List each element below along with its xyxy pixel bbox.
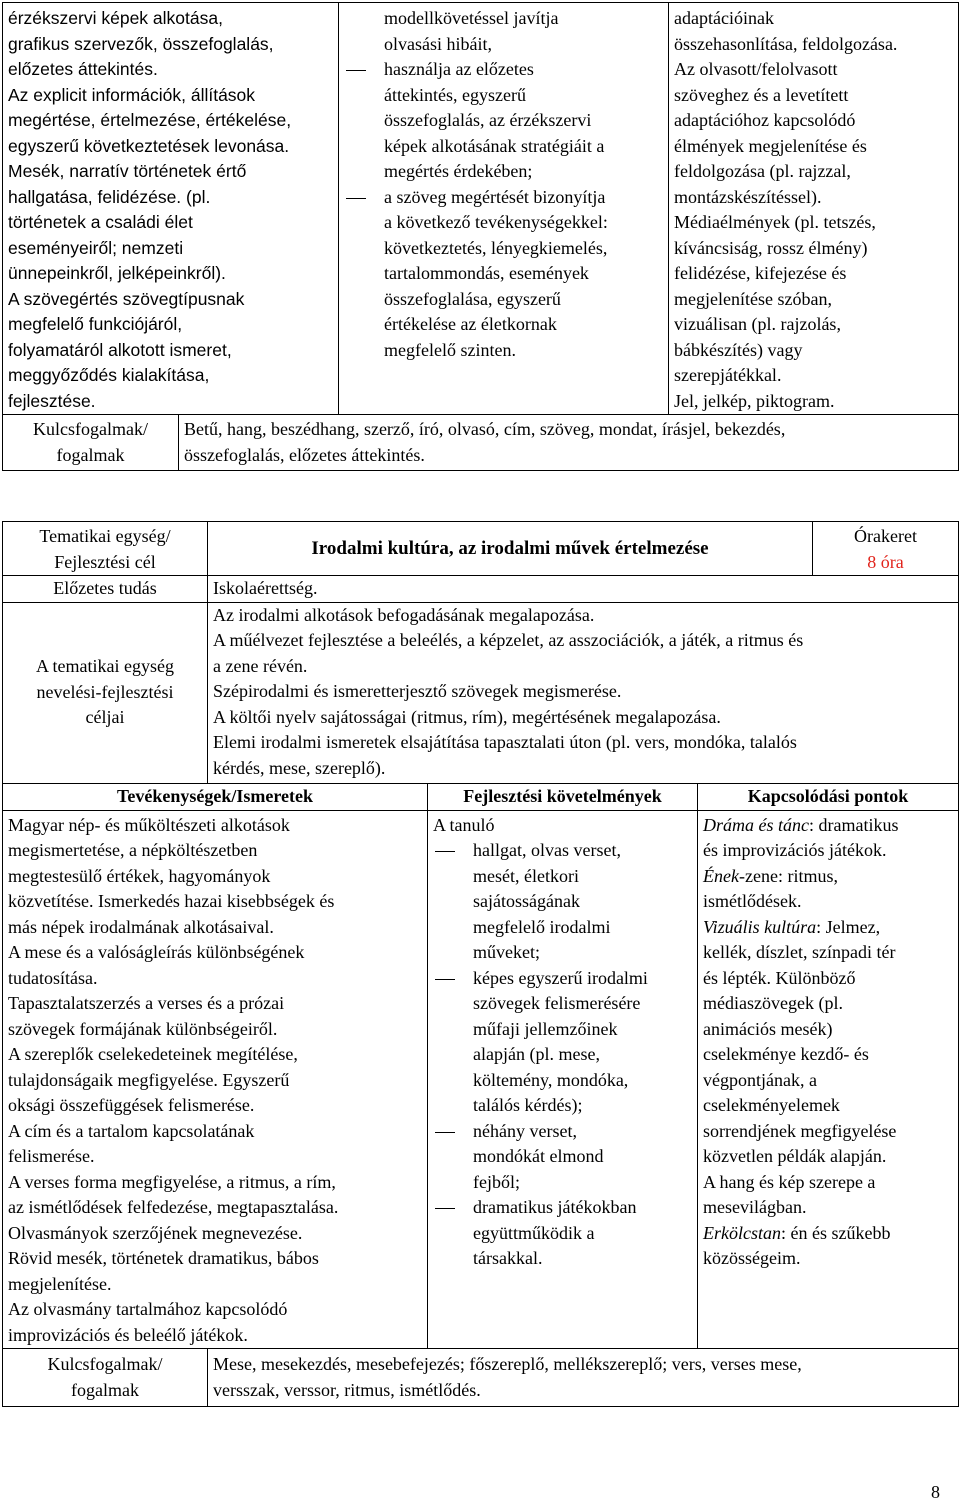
text-line: hallgatása, felidézése. (pl. — [8, 186, 211, 207]
activity-line: közvetítése. Ismerkedés hazai kisebbségek és — [8, 891, 335, 911]
list-item-line: a következő tevékenységekkel: — [384, 212, 608, 232]
hours-cell — [813, 522, 959, 576]
text-line: grafikus szervezők, összefoglalás, — [8, 33, 274, 54]
text-line: olvasási hibáit, — [384, 33, 492, 54]
hours-label: Órakeret — [854, 526, 917, 546]
connection-line — [703, 1093, 953, 1119]
connection-line — [703, 1042, 953, 1068]
label-line: Kulcsfogalmak/ — [33, 419, 148, 439]
continuation-table — [2, 2, 959, 471]
connections-continued-cell — [669, 3, 959, 415]
connection-line — [703, 915, 953, 941]
connection-text: cselekménye kezdő- és — [703, 1044, 869, 1064]
keyword-line: Betű, hang, beszédhang, szerző, író, olvasó, cím, szöveg, mondat, írásjel, bekezdés, — [184, 419, 786, 439]
keywords2-label-cell — [3, 1349, 208, 1407]
text-line: történetek a családi élet — [8, 212, 193, 232]
connection-line — [703, 813, 953, 839]
list-item-line: használja az előzetes — [344, 57, 663, 83]
subject-name: Ének — [703, 865, 739, 886]
column-header-requirements-text: Fejlesztési követelmények — [463, 785, 662, 806]
text-line: érzékszervi képek alkotása, — [8, 8, 223, 28]
activity-line: megismertetése, a népköltészetben — [8, 840, 258, 860]
activity-line: Rövid mesék, történetek dramatikus, bábos — [8, 1248, 319, 1268]
goals-label — [8, 654, 202, 731]
dash-list-item — [433, 1195, 692, 1272]
connection-line — [703, 889, 953, 915]
keywords-cell — [179, 415, 959, 471]
goals-label-cell — [3, 602, 208, 783]
connection-text: sorrendjének megfigyelése — [703, 1120, 897, 1141]
connection-text: animációs mesék) — [703, 1018, 833, 1039]
hours-value: 8 óra — [867, 551, 904, 572]
list-item-line: összefoglalás, az érzékszervi — [384, 110, 592, 130]
requirements-cell — [428, 810, 698, 1349]
connection-text: : dramatikus — [809, 814, 899, 835]
activity-line: tulajdonságaik megfigyelése. Egyszerű — [8, 1069, 290, 1090]
connection-text: mesevilágban. — [703, 1197, 807, 1217]
activity-line: Az olvasmány tartalmához kapcsolódó — [8, 1299, 288, 1319]
activities-text — [8, 813, 422, 1349]
goal-line: A költői nyelv sajátosságai (ritmus, rím), megértésének megalapozása. — [213, 706, 721, 727]
label-line: Kulcsfogalmak/ — [47, 1354, 163, 1374]
activity-line: A cím és a tartalom kapcsolatának — [8, 1120, 255, 1141]
activity-line: A verses forma megfigyelése, a ritmus, a rím, — [8, 1171, 336, 1192]
connections-cell — [698, 810, 959, 1349]
text-line: feldolgozása (pl. rajzzal, — [674, 161, 851, 181]
activities-continued-text — [8, 6, 333, 414]
connection-line — [703, 838, 953, 864]
requirements-intro: A tanuló — [433, 814, 495, 835]
list-item-line: megértés érdekében; — [384, 161, 533, 181]
column-header-activities — [3, 783, 428, 810]
requirements-continued-cell — [339, 3, 669, 415]
activity-line: felismerése. — [8, 1146, 95, 1166]
text-line: szöveghez és a levetített — [674, 84, 849, 105]
text-line: A szövegértés szövegtípusnak — [8, 288, 245, 309]
goal-line: Elemi irodalmi ismeretek elsajátítása tapasztalati úton (pl. vers, mondóka, talalós — [213, 732, 797, 752]
activities-cell — [3, 810, 428, 1349]
text-line: összehasonlítása, feldolgozása. — [674, 33, 898, 54]
label-line: A tematikai egység — [36, 656, 174, 677]
list-item-line: hallgat, olvas verset, — [433, 838, 692, 864]
column-header-requirements — [428, 783, 698, 810]
text-line: Jel, jelkép, piktogram. — [674, 390, 835, 411]
text-line: montázskészítéssel). — [674, 186, 822, 207]
activity-line: az ismétlődések felfedezése, megtapasztalása. — [8, 1197, 339, 1217]
list-item-line: műveket; — [473, 942, 540, 962]
list-item-line: mondókát elmond — [473, 1146, 604, 1166]
text-line: megértése, értelmezése, értékelése, — [8, 110, 292, 130]
label-line: fogalmak — [71, 1379, 139, 1400]
list-item-line: mesét, életkori — [473, 865, 579, 886]
connection-line — [703, 1144, 953, 1170]
text-line: szerepjátékkal. — [674, 365, 782, 385]
unit-title-cell — [208, 522, 813, 576]
text-line: Az olvasott/felolvasott — [674, 59, 838, 79]
keywords2-text — [213, 1352, 953, 1403]
text-line: modellkövetéssel javítja — [384, 8, 559, 28]
text-line: bábkészítés) vagy — [674, 339, 803, 360]
activity-line: megjelenítése. — [8, 1273, 112, 1294]
list-item-line: megfelelő szinten. — [384, 339, 516, 360]
connection-text: közösségeim. — [703, 1248, 801, 1268]
text-line: előzetes áttekintés. — [8, 59, 158, 79]
thematic-unit-table — [2, 521, 959, 1407]
connection-line — [703, 991, 953, 1017]
requirements-list — [433, 838, 692, 1272]
subject-name: Vizuális kultúra — [703, 916, 817, 937]
keyword-line: Mese, mesekezdés, mesebefejezés; főszereplő, mellékszereplő; vers, verses mese, — [213, 1354, 802, 1374]
connection-text: : én és szűkebb — [781, 1222, 891, 1243]
connection-line — [703, 1246, 953, 1272]
text-line: folyamatáról alkotott ismeret, — [8, 339, 232, 360]
keyword-line: összefoglalás, előzetes áttekintés. — [184, 444, 425, 465]
prior-label: Előzetes tudás — [53, 578, 157, 598]
dash-list-item — [344, 185, 663, 364]
goal-line: a zene révén. — [213, 655, 308, 676]
dash-list-item — [433, 1119, 692, 1196]
dash-list-item — [433, 838, 692, 966]
text-line: fejlesztése. — [8, 390, 96, 411]
list-item-line: költemény, mondóka, — [473, 1069, 629, 1090]
keywords-text — [184, 417, 953, 468]
connection-text: cselekményelemek — [703, 1095, 840, 1115]
connections-continued-text — [674, 6, 953, 414]
column-header-connections-text: Kapcsolódási pontok — [747, 785, 909, 806]
prior-value-cell — [208, 576, 959, 603]
connection-text: A hang és kép szerepe a — [703, 1171, 876, 1192]
label-line: fogalmak — [56, 444, 125, 465]
list-item-line: a szöveg megértését bizonyítja — [344, 185, 663, 211]
goal-line: Az irodalmi alkotások befogadásának megalapozása. — [213, 604, 595, 625]
connection-text: végpontjának, a — [703, 1069, 817, 1090]
text-line: megfelelő funkciójáról, — [8, 314, 183, 334]
requirements-continued-text — [344, 6, 663, 363]
list-item-line: összefoglalása, egyszerű — [384, 288, 561, 309]
connection-line — [703, 1221, 953, 1247]
connection-text: médiaszövegek (pl. — [703, 993, 843, 1013]
text-line: Médiaélmények (pl. tetszés, — [674, 212, 876, 232]
goal-line: A műélvezet fejlesztése a beleélés, a képzelet, az asszociációk, a játék, a ritmus és — [213, 630, 804, 650]
activity-line: más népek irodalmának alkotásaival. — [8, 916, 274, 937]
text-line: vizuálisan (pl. rajzolás, — [674, 314, 841, 334]
list-item-line: fejből; — [473, 1171, 520, 1192]
activity-line: megtestesülő értékek, hagyományok — [8, 865, 271, 886]
activity-line: A mese és a valóságleírás különbségének — [8, 942, 305, 962]
text-line: élmények megjelenítése és — [674, 135, 867, 156]
connection-text: közvetlen példák alapján. — [703, 1146, 887, 1166]
activity-line: Olvasmányok szerzőjének megnevezése. — [8, 1222, 303, 1243]
label-line: Tematikai egység/ — [39, 526, 171, 546]
goal-line: kérdés, mese, szereplő). — [213, 757, 386, 778]
connection-line — [703, 940, 953, 966]
goals-text — [213, 603, 953, 782]
list-item-line: alapján (pl. mese, — [473, 1044, 600, 1064]
subject-name: Dráma és tánc — [703, 814, 809, 835]
list-item-line: együttműködik a — [473, 1222, 595, 1243]
activity-line: oksági összefüggések felismerése. — [8, 1095, 255, 1115]
keywords2-cell — [208, 1349, 959, 1407]
goal-line: Szépirodalmi és ismeretterjesztő szövegek megismerése. — [213, 681, 622, 701]
keywords2-label — [8, 1352, 202, 1403]
connection-text: ismétlődések. — [703, 891, 802, 911]
text-line: ünnepeinkről, jelképeinkről). — [8, 263, 226, 283]
connection-text: és lépték. Különböző — [703, 967, 856, 988]
connection-text: -zene: ritmus, — [738, 865, 838, 886]
activities-continued-cell — [3, 3, 339, 415]
connection-line — [703, 966, 953, 992]
list-item-line: megfelelő irodalmi — [473, 916, 611, 937]
list-item-line: áttekintés, egyszerű — [384, 84, 526, 105]
dash-list-item — [344, 57, 663, 185]
label-line: nevelési-fejlesztési — [36, 681, 174, 702]
text-line: adaptációhoz kapcsolódó — [674, 110, 856, 130]
keyword-line: versszak, verssor, ritmus, ismétlődés. — [213, 1379, 481, 1400]
list-item-line: sajátosságának — [473, 891, 580, 911]
list-item-line: műfaji jellemzőinek — [473, 1018, 618, 1039]
unit-label-cell — [3, 522, 208, 576]
list-item-line: képes egyszerű irodalmi — [433, 966, 692, 992]
activity-line: A szereplők cselekedeteinek megítélése, — [8, 1044, 298, 1064]
goals-cell — [208, 602, 959, 783]
keywords-label-cell — [3, 415, 179, 471]
activity-line: Tapasztalatszerzés a verses és a prózai — [8, 993, 285, 1013]
list-item-line: képek alkotásának stratégiáit a — [384, 135, 605, 156]
text-line: megjelenítése szóban, — [674, 288, 832, 309]
connection-text: kellék, díszlet, színpadi tér — [703, 942, 896, 962]
text-line: egyszerű következtetések levonása. — [8, 135, 290, 156]
keywords-label — [8, 417, 173, 468]
activity-line: szövegek formájának különbségeiről. — [8, 1018, 278, 1039]
text-line: Mesék, narratív történetek értő — [8, 161, 247, 181]
connection-line — [703, 1195, 953, 1221]
connection-line — [703, 1017, 953, 1043]
label-line: Fejlesztési cél — [54, 551, 156, 572]
list-item-line: tartalommondás, események — [384, 263, 589, 283]
connection-line — [703, 1068, 953, 1094]
connection-line — [703, 1170, 953, 1196]
connection-line — [703, 864, 953, 890]
connection-text: : Jelmez, — [816, 916, 881, 937]
column-header-connections — [698, 783, 959, 810]
list-item-line: értékelése az életkornak — [384, 314, 557, 334]
unit-title: Irodalmi kultúra, az irodalmi művek értelmezése — [311, 537, 709, 559]
list-item-line: találós kérdés); — [473, 1095, 583, 1115]
connection-line — [703, 1119, 953, 1145]
prior-label-cell — [3, 576, 208, 603]
unit-label — [8, 524, 202, 575]
column-header-activities-text: Tevékenységek/Ismeretek — [117, 785, 313, 806]
dash-list-item — [433, 966, 692, 1119]
list-item-line: dramatikus játékokban — [433, 1195, 692, 1221]
list-item-line: következtetés, lényegkiemelés, — [384, 237, 608, 258]
activity-line: improvizációs és beleélő játékok. — [8, 1324, 248, 1345]
connections-text — [703, 813, 953, 1272]
label-line: céljai — [85, 707, 125, 728]
connection-text: és improvizációs játékok. — [703, 840, 887, 860]
list-item-line: szövegek felismerésére — [473, 993, 641, 1013]
text-line: Az explicit információk, állítások — [8, 84, 256, 105]
prior-value: Iskolaérettség. — [213, 578, 318, 598]
text-line: kíváncsiság, rossz élmény) — [674, 237, 868, 258]
list-item-line: néhány verset, — [433, 1119, 692, 1145]
subject-name: Erkölcstan — [703, 1222, 781, 1243]
activity-line: Magyar nép- és műköltészeti alkotások — [8, 814, 290, 835]
text-line: eseményeiről; nemzeti — [8, 237, 184, 258]
text-line: adaptációinak — [674, 8, 774, 28]
activity-line: tudatosítása. — [8, 967, 98, 988]
list-item-line: társakkal. — [473, 1248, 543, 1268]
text-line: meggyőződés kialakítása, — [8, 365, 210, 385]
text-line: felidézése, kifejezése és — [674, 263, 847, 283]
page-number: 8 — [931, 1482, 940, 1502]
